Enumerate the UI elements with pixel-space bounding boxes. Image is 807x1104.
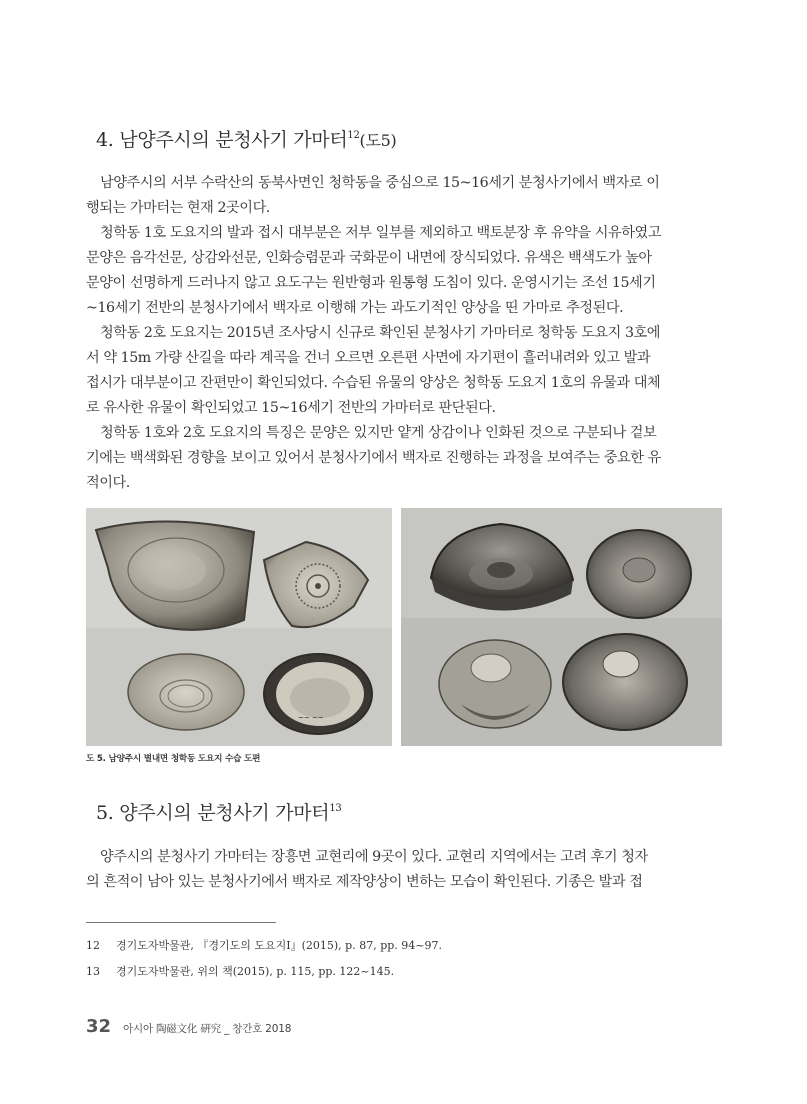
footnote-text: 경기도자박물관, 『경기도의 도요지Ⅰ』(2015), p. 87, pp. 94~97. <box>116 939 442 952</box>
text-line: 청학동 1호 도요지의 발과 접시 대부분은 저부 일부를 제외하고 백토분장 후 유약을 시유하였고 <box>100 225 661 241</box>
text-line: 남양주시의 서부 수락산의 동북사면인 청학동을 중심으로 15~16세기 분청사기에서 백자로 이 <box>100 175 660 191</box>
section-4-heading <box>96 125 396 152</box>
section-4-title: 4. 남양주시의 분청사기 가마터 <box>96 129 348 151</box>
text-line: 양주시의 분청사기 가마터는 장흥면 교현리에 9곳이 있다. 교현리 지역에서는 고려 후기 청자 <box>100 849 648 865</box>
section-5-title: 5. 양주시의 분청사기 가마터 <box>96 802 330 824</box>
text-line: 청학동 2호 도요지는 2015년 조사당시 신규로 확인된 분청사기 가마터로 청학동 도요지 3호에 <box>100 325 661 341</box>
figure-reference[interactable]: (도5) <box>359 131 397 150</box>
figure-5-caption: 도 5. 남양주시 별내면 청학동 도요지 수습 도편 <box>86 754 261 764</box>
paragraph <box>86 321 722 421</box>
text-line: 청학동 1호와 2호 도요지의 특징은 문양은 있지만 얕게 상감이나 인화된 것으로 구분되나 겉보 <box>100 425 657 441</box>
text-line: 로 유사한 유물이 확인되었고 15~16세기 전반의 가마터로 판단된다. <box>86 400 496 416</box>
paragraph <box>86 421 722 496</box>
paragraph <box>86 171 722 221</box>
section-5-heading <box>96 798 341 825</box>
page-footer <box>86 1016 291 1037</box>
footnote-text: 경기도자박물관, 위의 책(2015), p. 115, pp. 122~145. <box>116 965 395 978</box>
text-line: 행되는 가마터는 현재 2곳이다. <box>86 200 270 216</box>
footnote-number: 12 <box>86 939 100 952</box>
text-line: 서 약 15m 가량 산길을 따라 계곡을 건너 오르면 오른편 사면에 자기편이 흘러내려와 있고 발과 <box>86 350 651 366</box>
text-line: 접시가 대부분이고 잔편만이 확인되었다. 수습된 유물의 양상은 청학동 도요지 1호의 유물과 대체 <box>86 375 661 391</box>
footnote-13 <box>86 959 442 985</box>
text-line: 문양은 음각선문, 상감와선문, 인화승렴문과 국화문이 내면에 장식되었다. 유색은 백색도가 높아 <box>86 250 652 266</box>
section-4-body <box>86 171 722 496</box>
footnote-mark-12[interactable]: 12 <box>347 130 360 141</box>
journal-title: 아시아 陶磁文化 硏究 _ 창간호 2018 <box>123 1023 292 1035</box>
photo-left-sherds <box>86 508 392 746</box>
text-line: 의 흔적이 남아 있는 분청사기에서 백자로 제작양상이 변하는 모습이 확인된다. 기종은 발과 접 <box>86 874 643 890</box>
text-line: 문양이 선명하게 드러나지 않고 요도구는 원반형과 원통형 도침이 있다. 운영시기는 조선 15세기 <box>86 275 656 291</box>
sherd-photo-left <box>86 508 392 746</box>
svg-text:~~ ~~: ~~ ~~ <box>298 714 324 722</box>
text-line: 적이다. <box>86 475 130 491</box>
footnote-mark-13[interactable]: 13 <box>329 803 342 814</box>
photo-right-sherds <box>401 508 722 746</box>
footnotes <box>86 933 442 985</box>
text-line: ~16세기 전반의 분청사기에서 백자로 이행해 가는 과도기적인 양상을 띤 가마로 추정된다. <box>86 300 624 316</box>
page-number: 32 <box>86 1016 112 1037</box>
footnote-number: 13 <box>86 965 100 978</box>
paragraph <box>86 845 722 895</box>
footnote-12 <box>86 933 442 959</box>
footnote-divider <box>86 922 276 923</box>
paragraph <box>86 221 722 321</box>
sherd-photo-right <box>401 508 722 746</box>
text-line: 기에는 백색화된 경향을 보이고 있어서 분청사기에서 백자로 진행하는 과정을 보여주는 중요한 유 <box>86 450 661 466</box>
figure-5 <box>86 508 722 746</box>
section-5-body <box>86 845 722 895</box>
